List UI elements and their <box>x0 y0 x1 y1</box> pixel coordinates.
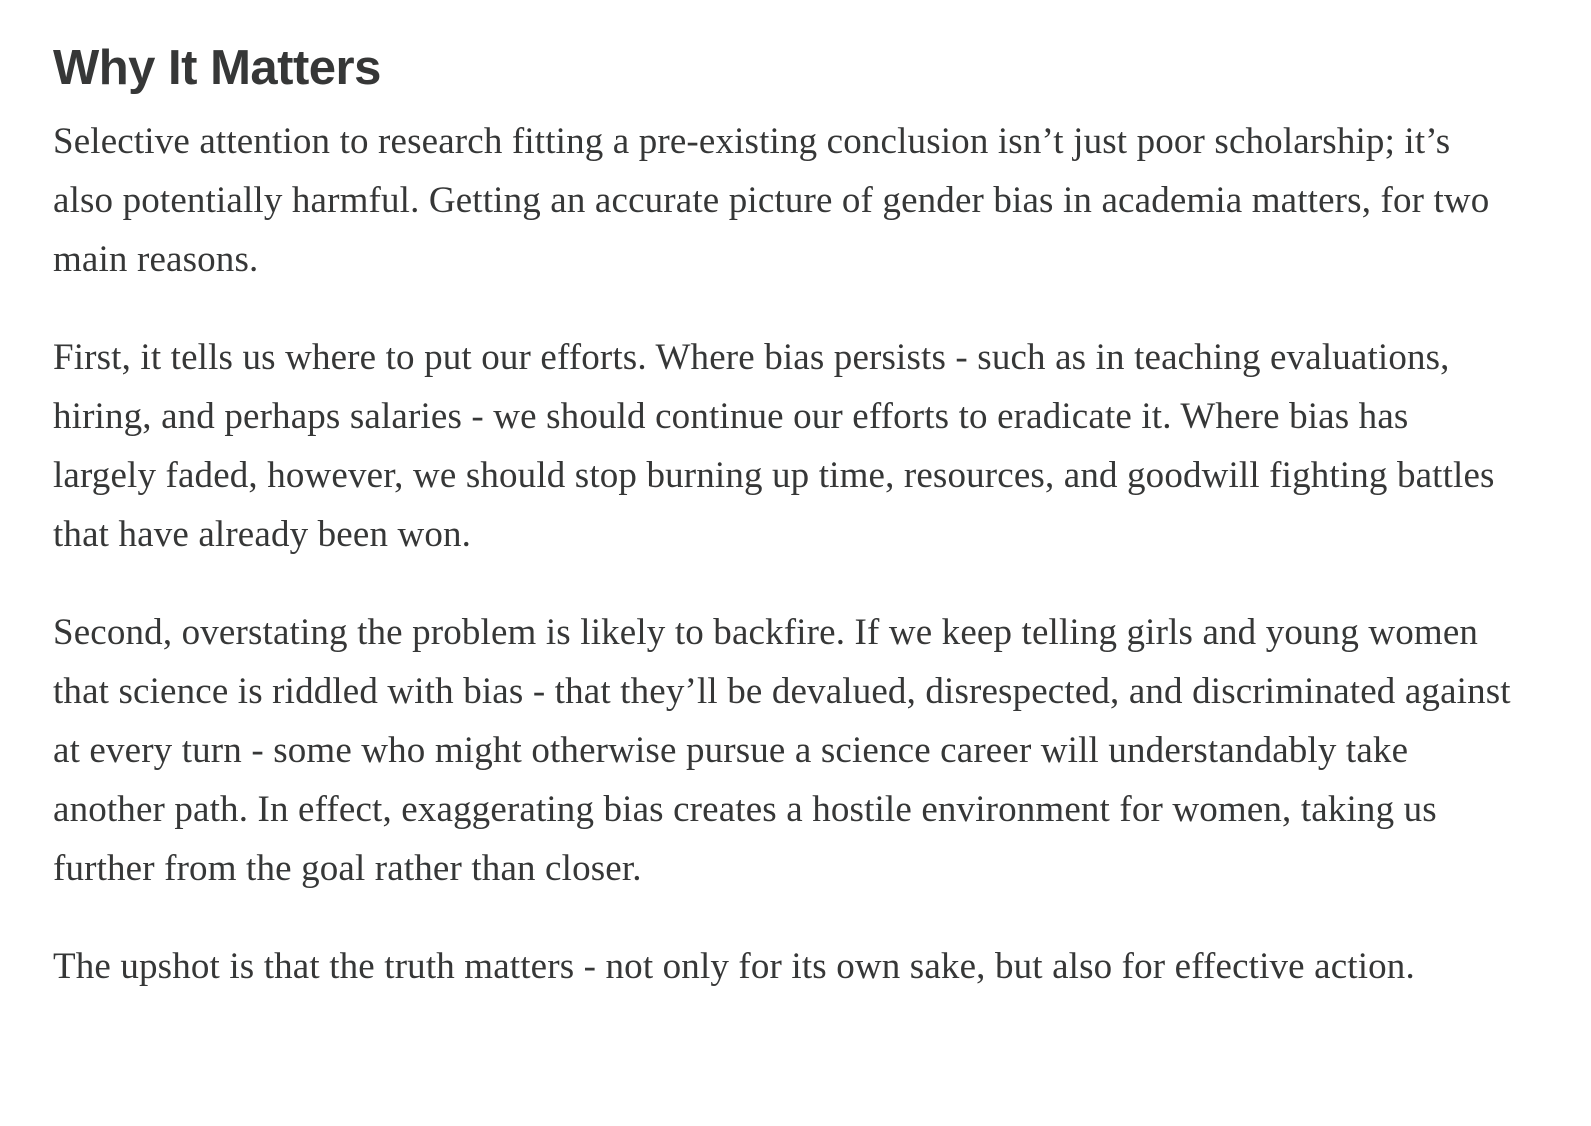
paragraph-first-reason: First, it tells us where to put our efforts. Where bias persists - such as in teaching evaluations, hiring, and perhaps salaries - we should continue our efforts to eradicate it. Where bias has largely faded, however, we should stop burning up time, resources, and goodwill fighting battles that have already been won. <box>53 337 1495 555</box>
paragraph-upshot: The upshot is that the truth matters - not only for its own sake, but also for effective action. <box>53 946 1415 987</box>
section-heading: Why It Matters <box>53 41 381 95</box>
paragraph-second-reason: Second, overstating the problem is likely to backfire. If we keep telling girls and young women that science is riddled with bias - that they’ll be devalued, disrespected, and discriminated against at every turn - some who might otherwise pursue a science career will understandably take another path. In effect, exaggerating bias creates a hostile environment for women, taking us further from the goal rather than closer. <box>53 612 1511 889</box>
paragraph-selective-attention: Selective attention to research fitting a pre-existing conclusion isn’t just poor scholarship; it’s also potentially harmful. Getting an accurate picture of gender bias in academia matters, for two main reasons. <box>53 121 1490 280</box>
article-section <box>53 38 1513 996</box>
